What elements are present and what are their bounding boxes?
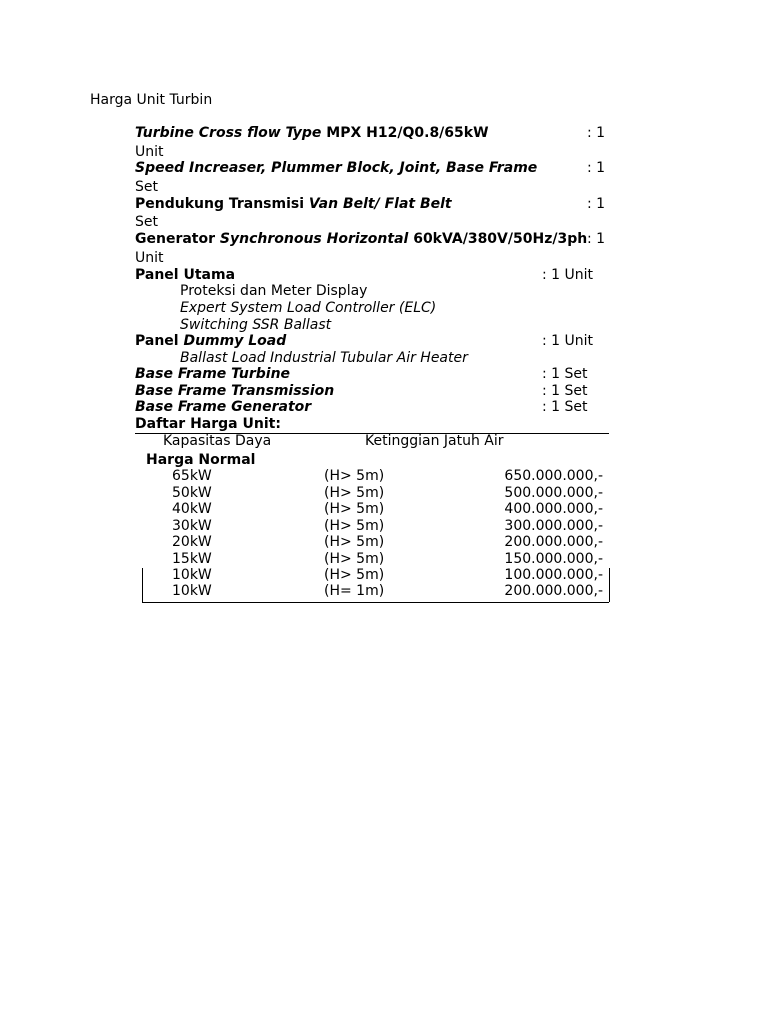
row-price: 200.000.000,- [504,583,603,599]
item-turbine [135,125,489,142]
panel-dummy-label-a: Panel [135,333,184,349]
panel-dummy-sub: Ballast Load Industrial Tubular Air Heater [180,350,468,366]
row-head: (H> 5m) [324,518,385,534]
row-head: (H> 5m) [324,501,385,517]
col-header-kapasitas: Kapasitas Daya [163,433,272,449]
col-header-harga-normal: Harga Normal [146,452,256,468]
item-transmission-unit: Set [135,214,158,230]
row-kap: 30kW [172,518,212,534]
item-transmission-qty: : 1 [587,196,606,212]
row-kap: 20kW [172,534,212,550]
panel-utama-qty: : 1 Unit [542,267,594,283]
item-transmission-label: Pendukung Transmisi [135,196,309,212]
panel-utama-sub-2: Expert System Load Controller (ELC) [180,300,437,316]
item-generator-unit: Unit [135,250,164,266]
item-speed-increaser: Speed Increaser, Plummer Block, Joint, Base Frame [135,160,538,176]
item-turbine-type: Turbine Cross flow Type [135,125,322,141]
row-price: 500.000.000,- [504,485,603,501]
row-head: (H= 1m) [324,583,385,599]
item-speed-increaser-qty: : 1 [587,160,606,176]
item-turbine-unit: Unit [135,144,164,160]
item-generator-spec: 60kVA/380V/50Hz/3ph [408,231,588,247]
row-head: (H> 5m) [324,567,385,583]
row-kap: 50kW [172,485,212,501]
row-price: 400.000.000,- [504,501,603,517]
base-frame-transmission: Base Frame Transmission [135,383,335,399]
col-header-ketinggian: Ketinggian Jatuh Air [365,433,504,449]
item-generator-type: Synchronous Horizontal [219,231,409,247]
row-head: (H> 5m) [324,534,385,550]
item-generator [135,231,587,248]
table-left-border [142,568,143,602]
item-speed-increaser-unit: Set [135,179,158,195]
price-list-heading: Daftar Harga Unit: [135,416,281,432]
row-price: 100.000.000,- [504,567,603,583]
table-bottom-border [142,602,609,603]
panel-utama-sub-3: Switching SSR Ballast [180,317,332,333]
base-frame-turbine: Base Frame Turbine [135,366,291,382]
panel-dummy-qty: : 1 Unit [542,333,594,349]
row-head: (H> 5m) [324,468,385,484]
row-price: 200.000.000,- [504,534,603,550]
row-kap: 40kW [172,501,212,517]
row-price: 650.000.000,- [504,468,603,484]
panel-utama-sub-1: Proteksi dan Meter Display [180,283,368,299]
row-kap: 10kW [172,567,212,583]
item-generator-label: Generator [135,231,220,247]
panel-utama-label: Panel Utama [135,267,236,283]
item-transmission [135,196,452,213]
row-price: 150.000.000,- [504,551,603,567]
panel-dummy-label [135,333,286,350]
table-right-border [609,568,610,602]
row-kap: 15kW [172,551,212,567]
base-frame-generator-qty: : 1 Set [542,399,588,415]
row-kap: 10kW [172,583,212,599]
item-turbine-qty: : 1 [587,125,606,141]
item-transmission-belt: Van Belt/ Flat Belt [308,196,452,212]
base-frame-transmission-qty: : 1 Set [542,383,588,399]
page-title: Harga Unit Turbin [90,92,213,108]
item-generator-qty: : 1 [587,231,606,247]
row-kap: 65kW [172,468,212,484]
panel-dummy-label-b: Dummy Load [183,333,287,349]
row-head: (H> 5m) [324,551,385,567]
row-head: (H> 5m) [324,485,385,501]
row-price: 300.000.000,- [504,518,603,534]
base-frame-generator: Base Frame Generator [135,399,312,415]
base-frame-turbine-qty: : 1 Set [542,366,588,382]
item-turbine-model: MPX H12/Q0.8/65kW [321,125,489,141]
